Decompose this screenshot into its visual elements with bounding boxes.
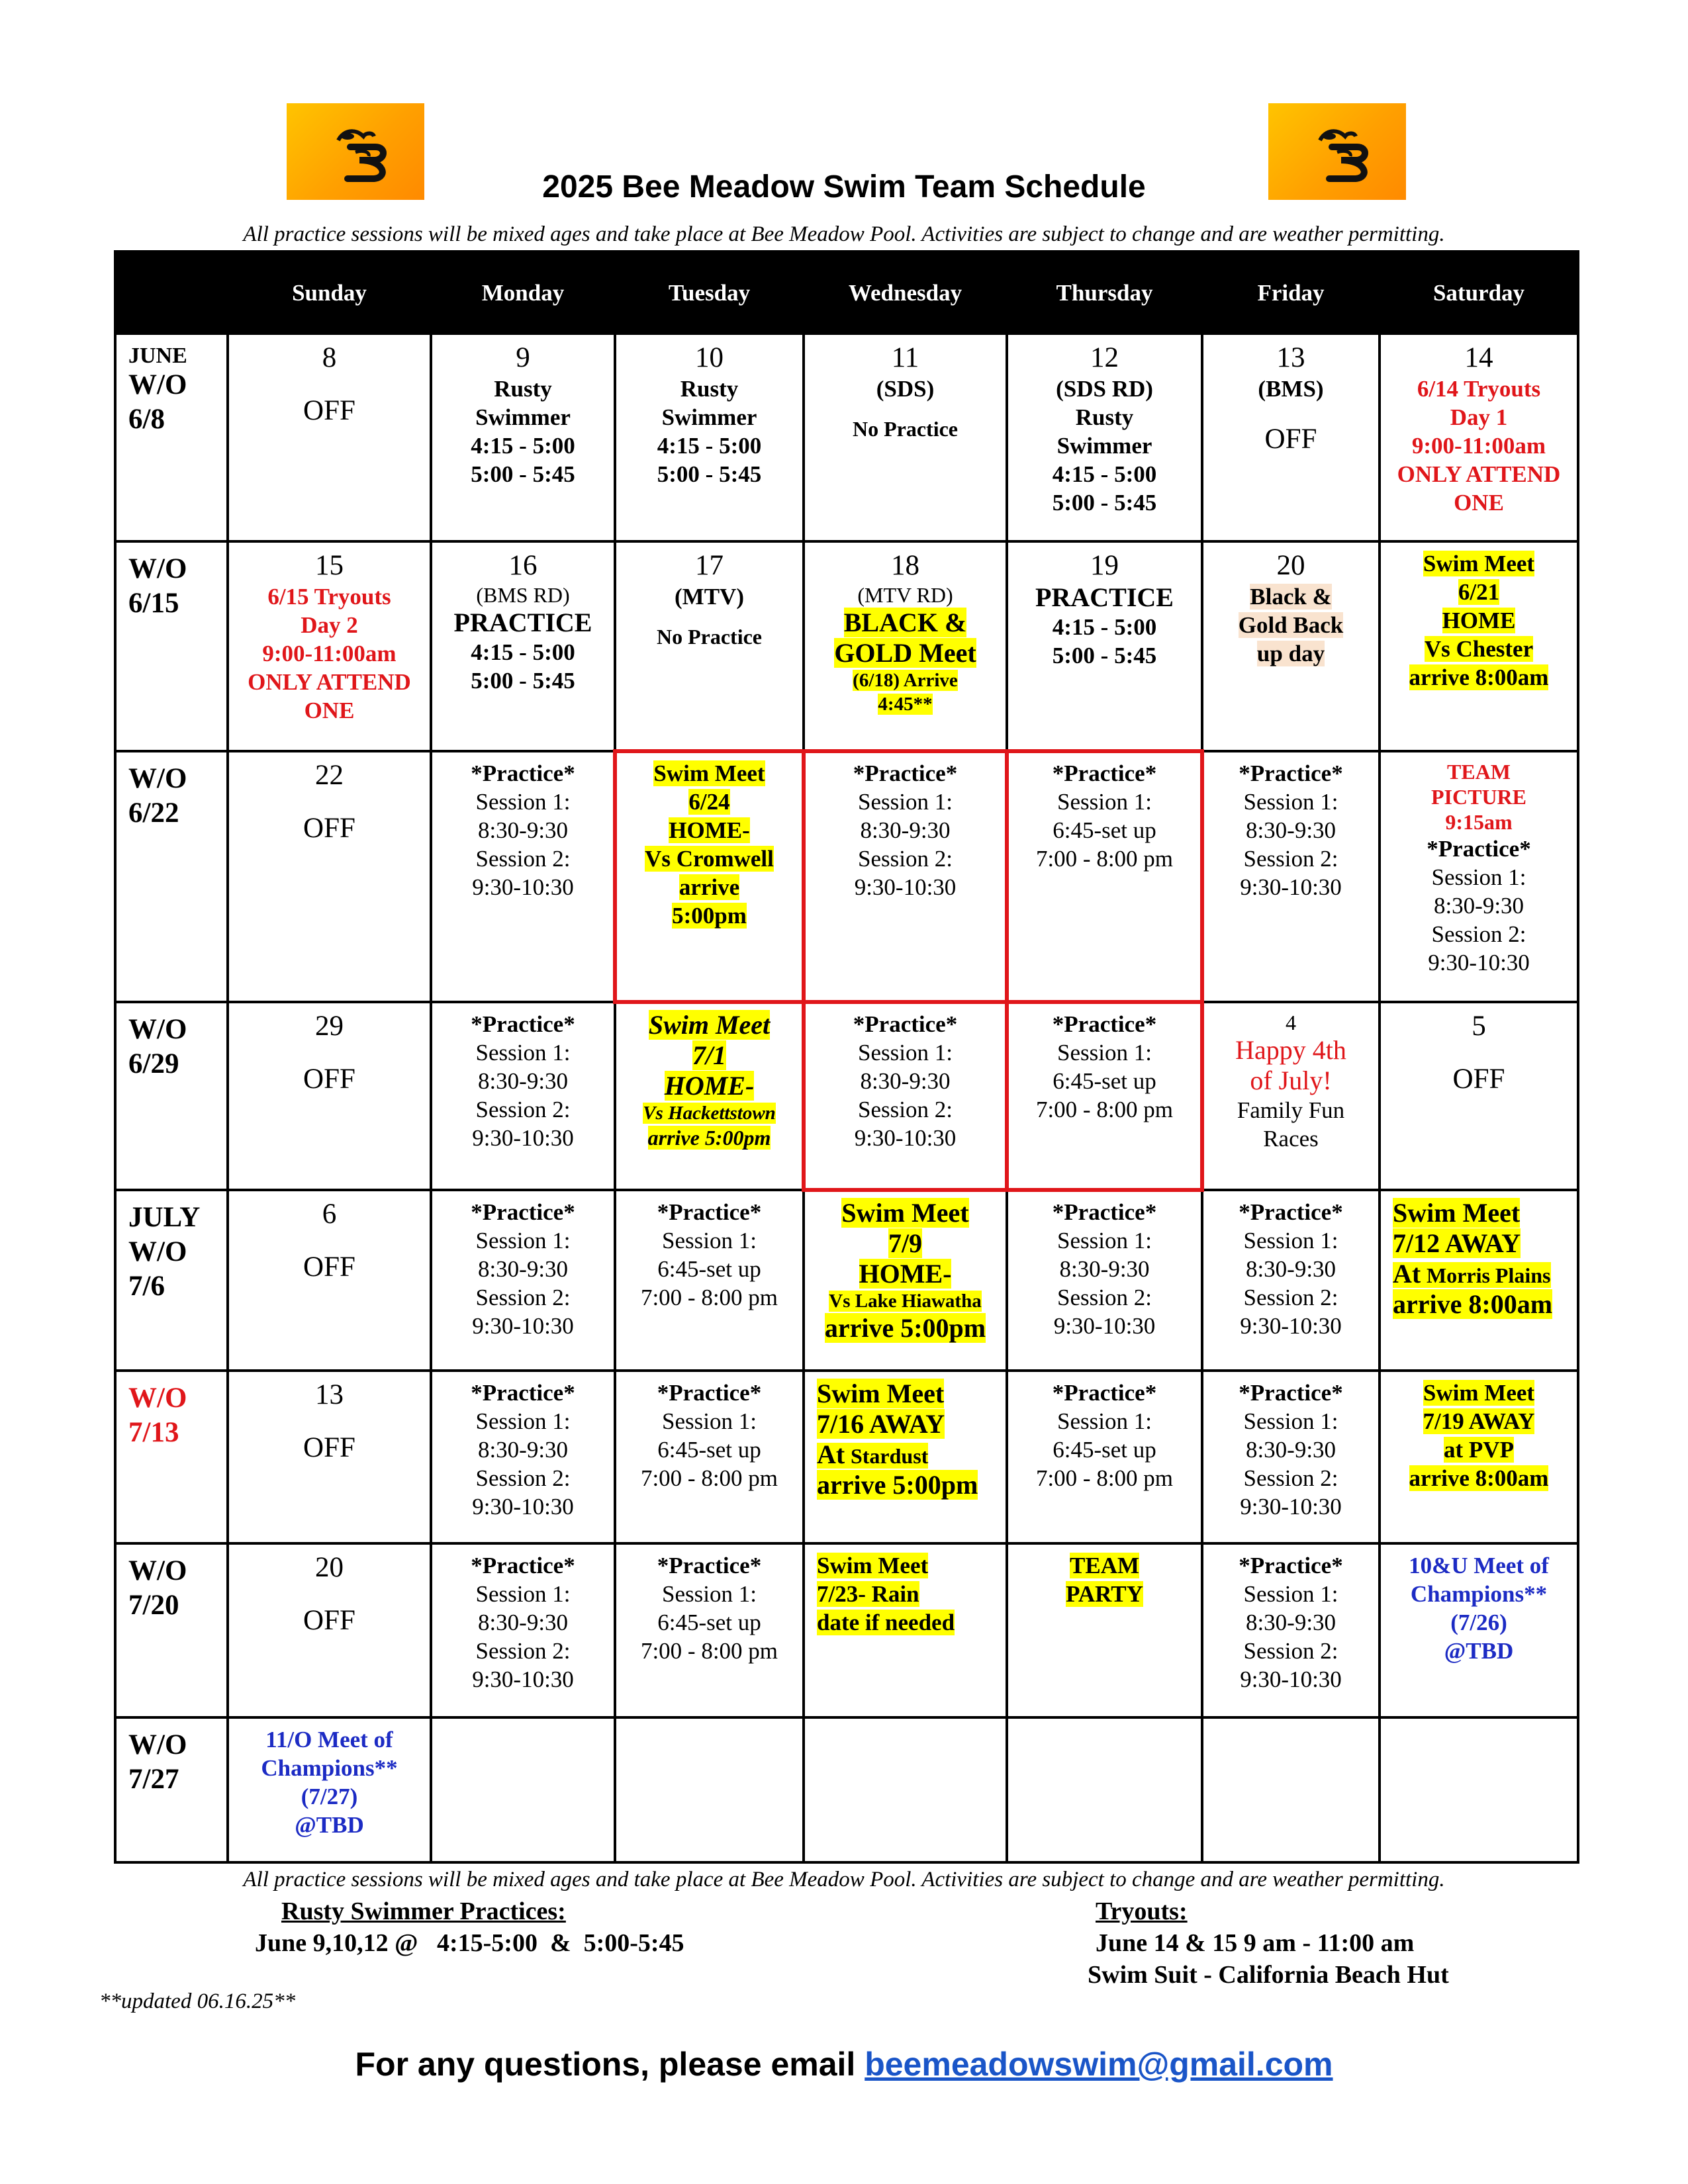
day-cell: 13 OFF xyxy=(228,1371,431,1543)
day-cell: 9 Rusty Swimmer 4:15 - 5:00 5:00 - 5:45 xyxy=(431,334,615,541)
day-cell: *Practice* Session 1: 8:30-9:30 Session 2: 9:30-10:30 xyxy=(431,1543,615,1717)
day-cell: Swim Meet 6/24 HOME- Vs Cromwell arrive 5:00pm xyxy=(615,751,804,1003)
schedule-table xyxy=(114,250,1579,1864)
day-cell xyxy=(431,1717,615,1862)
day-cell: Swim Meet 7/1 HOME- Vs Hackettstown arrive 5:00pm xyxy=(615,1002,804,1189)
week-label: W/O 6/15 xyxy=(115,541,228,751)
tryouts-heading: Tryouts: xyxy=(1096,1897,1188,1925)
day-cell: 18 (MTV RD) BLACK & GOLD Meet (6/18) Arrive 4:45** xyxy=(804,541,1007,751)
day-cell: *Practice* Session 1: 6:45-set up 7:00 - 8:00 pm xyxy=(1007,1002,1202,1189)
day-cell: 11 (SDS) No Practice xyxy=(804,334,1007,541)
note-top: All practice sessions will be mixed ages and take place at Bee Meadow Pool. Activities are subject to change and are weather permitting. xyxy=(243,222,1445,246)
week-label: JUNE W/O 6/8 xyxy=(115,334,228,541)
week-row xyxy=(115,334,1578,541)
day-cell: *Practice* Session 1: 8:30-9:30 Session 2: 9:30-10:30 xyxy=(431,751,615,1003)
tryouts-line-2: Swim Suit - California Beach Hut xyxy=(1088,1961,1449,1989)
week-row xyxy=(115,1002,1578,1189)
day-cell xyxy=(1007,1717,1202,1862)
week-row xyxy=(115,1717,1578,1862)
day-cell: 6 OFF xyxy=(228,1190,431,1371)
day-cell: Swim Meet 7/16 AWAY At Stardust arrive 5:00pm xyxy=(804,1371,1007,1543)
day-cell: Swim Meet 7/23- Rain date if needed xyxy=(804,1543,1007,1717)
day-cell: *Practice* Session 1: 8:30-9:30 Session 2: 9:30-10:30 xyxy=(1007,1190,1202,1371)
day-cell: 11/O Meet of Champions** (7/27) @TBD xyxy=(228,1717,431,1862)
week-row xyxy=(115,541,1578,751)
tryouts-line-1: June 14 & 15 9 am - 11:00 am xyxy=(1096,1929,1415,1957)
header-monday: Monday xyxy=(431,251,615,334)
day-cell xyxy=(1202,1717,1380,1862)
day-cell: 10&U Meet of Champions** (7/26) @TBD xyxy=(1380,1543,1578,1717)
day-cell: 20 Black & Gold Back up day xyxy=(1202,541,1380,751)
day-cell: *Practice* Session 1: 8:30-9:30 Session 2: 9:30-10:30 xyxy=(431,1002,615,1189)
updated-note: **updated 06.16.25** xyxy=(99,1989,296,2013)
day-cell: *Practice* Session 1: 8:30-9:30 Session 2: 9:30-10:30 xyxy=(1202,1543,1380,1717)
day-cell: Swim Meet 6/21 HOME Vs Chester arrive 8:00am xyxy=(1380,541,1578,751)
day-cell: *Practice* Session 1: 6:45-set up 7:00 - 8:00 pm xyxy=(615,1190,804,1371)
day-cell: *Practice* Session 1: 6:45-set up 7:00 - 8:00 pm xyxy=(615,1371,804,1543)
tryouts-info xyxy=(1088,1895,1449,1991)
week-row xyxy=(115,1543,1578,1717)
day-cell: 10 Rusty Swimmer 4:15 - 5:00 5:00 - 5:45 xyxy=(615,334,804,541)
day-cell: 22 OFF xyxy=(228,751,431,1003)
header-thursday: Thursday xyxy=(1007,251,1202,334)
day-cell: *Practice* Session 1: 6:45-set up 7:00 - 8:00 pm xyxy=(1007,1371,1202,1543)
rusty-heading: Rusty Swimmer Practices: xyxy=(281,1897,566,1925)
day-cell: 17 (MTV) No Practice xyxy=(615,541,804,751)
day-cell: 14 6/14 Tryouts Day 1 9:00-11:00am ONLY ATTEND ONE xyxy=(1380,334,1578,541)
day-cell: 8 OFF xyxy=(228,334,431,541)
day-cell: 12 (SDS RD) Rusty Swimmer 4:15 - 5:00 5:00 - 5:45 xyxy=(1007,334,1202,541)
day-cell xyxy=(1380,1717,1578,1862)
day-cell: 13 (BMS) OFF xyxy=(1202,334,1380,541)
day-cell: *Practice* Session 1: 6:45-set up 7:00 - 8:00 pm xyxy=(615,1543,804,1717)
header-blank xyxy=(115,251,228,334)
week-label: W/O 7/20 xyxy=(115,1543,228,1717)
day-cell: *Practice* Session 1: 8:30-9:30 Session 2: 9:30-10:30 xyxy=(1202,1371,1380,1543)
rusty-line: June 9,10,12 @ 4:15-5:00 & 5:00-5:45 xyxy=(255,1929,684,1957)
page-title: 2025 Bee Meadow Swim Team Schedule xyxy=(542,169,1146,205)
week-row xyxy=(115,1371,1578,1543)
day-cell xyxy=(804,1717,1007,1862)
day-cell: *Practice* Session 1: 8:30-9:30 Session 2: 9:30-10:30 xyxy=(1202,1190,1380,1371)
day-cell: TEAM PICTURE 9:15am *Practice* Session 1: 8:30-9:30 Session 2: 9:30-10:30 xyxy=(1380,751,1578,1003)
note-bottom: All practice sessions will be mixed ages and take place at Bee Meadow Pool. Activities are subject to change and are weather permitting. xyxy=(243,1868,1445,1891)
day-cell: Swim Meet 7/19 AWAY at PVP arrive 8:00am xyxy=(1380,1371,1578,1543)
header-saturday: Saturday xyxy=(1380,251,1578,334)
day-cell: *Practice* Session 1: 8:30-9:30 Session 2: 9:30-10:30 xyxy=(431,1190,615,1371)
day-cell: 19 PRACTICE 4:15 - 5:00 5:00 - 5:45 xyxy=(1007,541,1202,751)
day-cell: Swim Meet 7/12 AWAY At Morris Plains arrive 8:00am xyxy=(1380,1190,1578,1371)
header-wednesday: Wednesday xyxy=(804,251,1007,334)
day-cell: 4 Happy 4th of July! Family Fun Races xyxy=(1202,1002,1380,1189)
week-label: W/O 7/13 xyxy=(115,1371,228,1543)
header-friday: Friday xyxy=(1202,251,1380,334)
header-tuesday: Tuesday xyxy=(615,251,804,334)
contact-text: For any questions, please email xyxy=(355,2046,856,2083)
day-cell: 15 6/15 Tryouts Day 2 9:00-11:00am ONLY ATTEND ONE xyxy=(228,541,431,751)
week-label: W/O 6/22 xyxy=(115,751,228,1003)
day-cell: 29 OFF xyxy=(228,1002,431,1189)
week-label: W/O 7/27 xyxy=(115,1717,228,1862)
day-cell: *Practice* Session 1: 8:30-9:30 Session 2: 9:30-10:30 xyxy=(804,751,1007,1003)
week-label: JULY W/O 7/6 xyxy=(115,1190,228,1371)
day-cell: *Practice* Session 1: 8:30-9:30 Session 2: 9:30-10:30 xyxy=(1202,751,1380,1003)
email-link[interactable]: beemeadowswim@gmail.com xyxy=(865,2046,1333,2083)
contact-line xyxy=(0,2045,1688,2083)
day-cell: *Practice* Session 1: 8:30-9:30 Session 2: 9:30-10:30 xyxy=(804,1002,1007,1189)
header-sunday: Sunday xyxy=(228,251,431,334)
day-cell: *Practice* Session 1: 8:30-9:30 Session 2: 9:30-10:30 xyxy=(431,1371,615,1543)
day-cell xyxy=(615,1717,804,1862)
day-cell: Swim Meet 7/9 HOME- Vs Lake Hiawatha arrive 5:00pm xyxy=(804,1190,1007,1371)
rusty-swimmer-info xyxy=(255,1895,684,1959)
day-cell: 5 OFF xyxy=(1380,1002,1578,1189)
week-row xyxy=(115,751,1578,1003)
week-row xyxy=(115,1190,1578,1371)
day-cell: TEAM PARTY xyxy=(1007,1543,1202,1717)
week-label: W/O 6/29 xyxy=(115,1002,228,1189)
day-cell: 20 OFF xyxy=(228,1543,431,1717)
day-cell: *Practice* Session 1: 6:45-set up 7:00 - 8:00 pm xyxy=(1007,751,1202,1003)
header-row xyxy=(115,251,1578,334)
day-cell: 16 (BMS RD) PRACTICE 4:15 - 5:00 5:00 - 5:45 xyxy=(431,541,615,751)
